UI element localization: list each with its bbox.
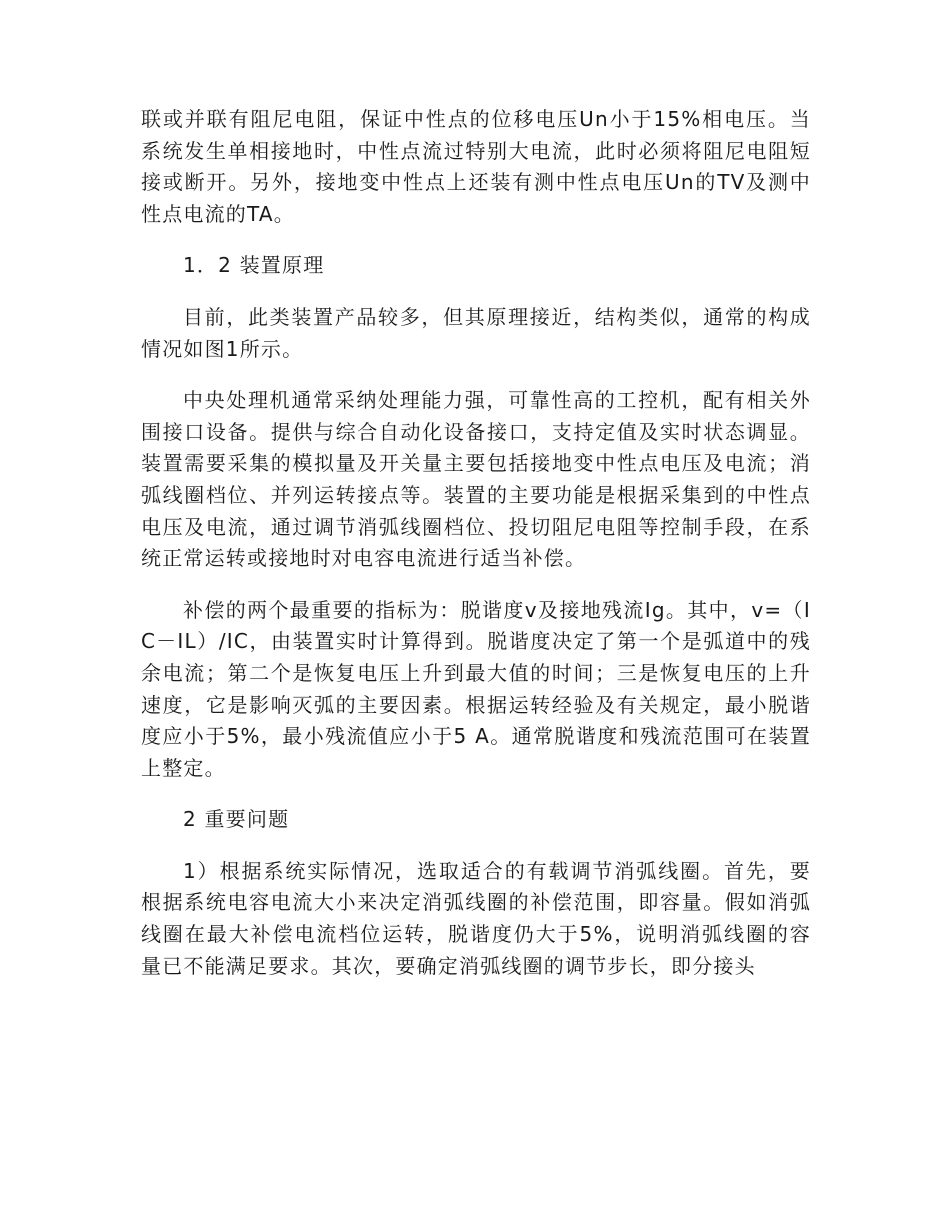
paragraph-intro: 目前，此类装置产品较多，但其原理接近，结构类似，通常的构成情况如图1所示。 xyxy=(141,304,811,361)
paragraph-gap xyxy=(141,282,811,302)
paragraph-compensation: 补偿的两个最重要的指标为：脱谐度v及接地残流Ig。其中，v=（IC－IL）/IC，由装置实时计算得到。脱谐度决定了第一个是弧道中的残余电流；第二个是恢复电压上升到最大值的时间；三是恢复电压的上升速度，它是影响灭弧的主要因素。根据运转经验及有关规定，最小脱谐度应小于5%，最小残流值应小于5 A。通常脱谐度和残流范围可在装置上整定。 xyxy=(141,597,811,780)
paragraph-gap xyxy=(141,784,811,804)
paragraph-continuation: 联或并联有阻尼电阻，保证中性点的位移电压Un小于15%相电压。当系统发生单相接地时，中性点流过特别大电流，此时必须将阻尼电阻短接或断开。另外，接地变中性点上还装有测中性点电压Un的TV及测中性点电流的TA。 xyxy=(141,107,811,226)
document-page xyxy=(141,104,811,982)
paragraph-gap xyxy=(141,230,811,250)
paragraph-cpu: 中央处理机通常采纳处理能力强，可靠性高的工控机，配有相关外围接口设备。提供与综合自动化设备接口，支持定值及实时状态调显。装置需要采集的模拟量及开关量主要包括接地变中性点电压及电流；消弧线圈档位、并列运转接点等。装置的主要功能是根据采集到的中性点电压及电流，通过调节消弧线圈档位、投切阻尼电阻等控制手段，在系统正常运转或接地时对电容电流进行适当补偿。 xyxy=(141,388,811,571)
paragraph-issue-1: 1）根据系统实际情况，选取适合的有载调节消弧线圈。首先，要根据系统电容电流大小来决定消弧线圈的补偿范围，即容量。假如消弧线圈在最大补偿电流档位运转，脱谐度仍大于5%，说明消弧线圈的容量已不能满足要求。其次，要确定消弧线圈的调节步长，即分接头 xyxy=(141,858,811,978)
section-heading-2: 2 重要问题 xyxy=(183,807,290,832)
paragraph-gap xyxy=(141,365,811,385)
section-heading-1-2: 1．2 装置原理 xyxy=(183,253,325,278)
paragraph-gap xyxy=(141,836,811,856)
paragraph-gap xyxy=(141,575,811,595)
